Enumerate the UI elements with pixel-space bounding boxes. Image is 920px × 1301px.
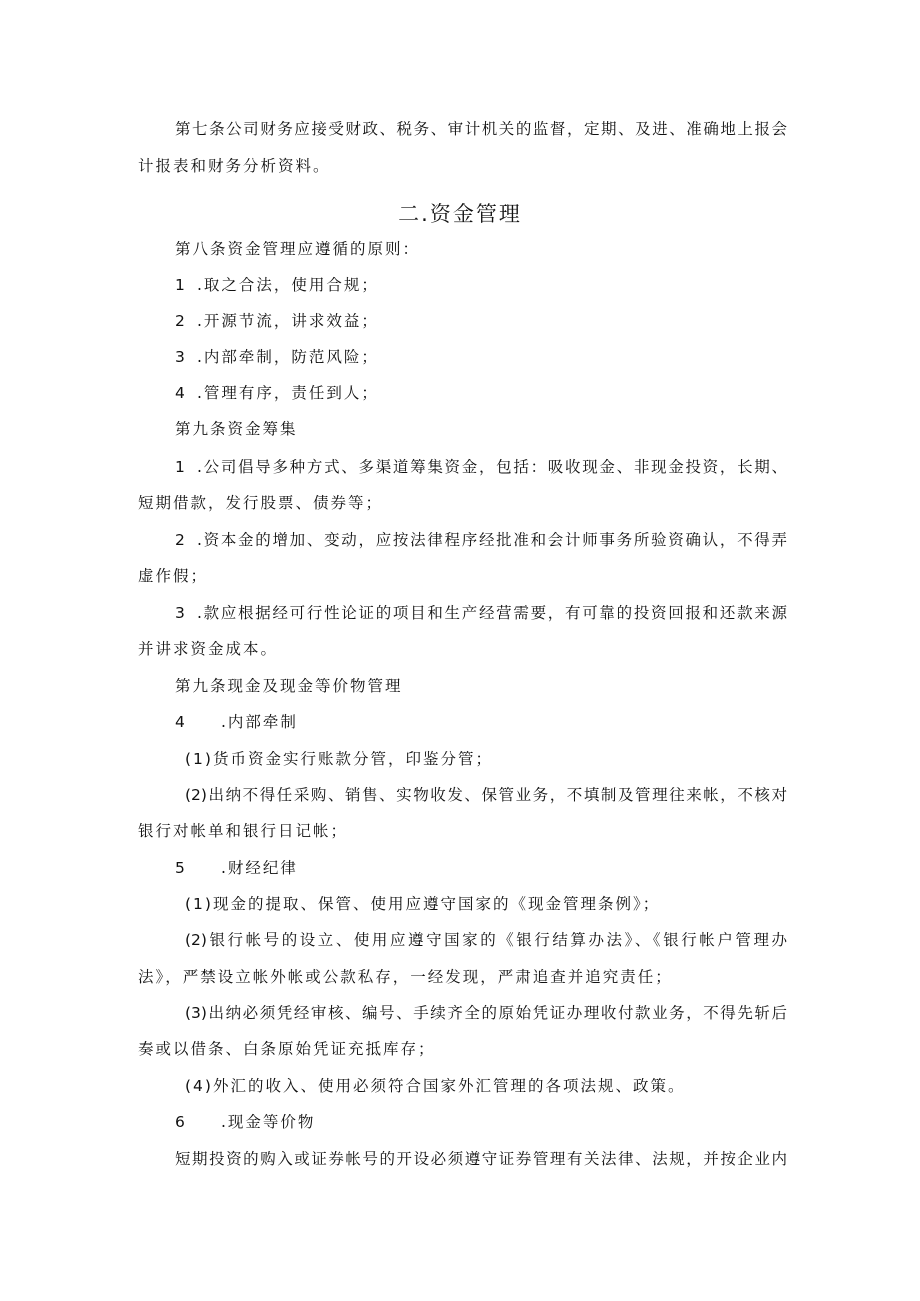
item-number: 3	[175, 604, 185, 622]
art7-line1: 第七条公司财务应接受财政、税务、审计机关的监督，定期、及进、准确地上报会	[175, 120, 787, 138]
item-mark: (1)	[185, 895, 213, 913]
item-text: .内部牵制，防范风险；	[197, 348, 379, 366]
art9b-sec5-item3-line2: 奏或以借条、白条原始凭证充抵库存；	[138, 1040, 436, 1058]
section-text: .内部牵制	[221, 713, 298, 731]
art9b-heading: 第九条现金及现金等价物管理	[175, 677, 403, 695]
art9b-sec6-line: 短期投资的购入或证券帐号的开设必须遵守证券管理有关法律、法规，并按企业内	[175, 1150, 787, 1168]
art9a-item3-line2: 并讲求资金成本。	[138, 640, 279, 658]
item-number: 1	[175, 458, 185, 476]
item-mark: (3)	[185, 1004, 207, 1022]
art9b-sec6	[175, 1111, 315, 1133]
art8-item-2	[175, 310, 379, 332]
art8-heading: 第八条资金管理应遵循的原则：	[175, 240, 421, 258]
section-text: .现金等价物	[221, 1113, 316, 1131]
art9b-sec5-item2-line1	[185, 929, 787, 951]
art7-line2: 计报表和财务分析资料。	[138, 157, 331, 175]
item-mark: (2)	[185, 931, 207, 949]
art9a-item3-line1	[175, 602, 787, 624]
section-number: 5	[175, 859, 187, 877]
art9a-item1-line1	[175, 456, 787, 478]
art9b-sec5-item1	[185, 893, 660, 915]
item-mark: (4)	[185, 1077, 213, 1095]
item-number: 2	[175, 531, 185, 549]
item-text: .款应根据经可行性论证的项目和生产经营需要，有可靠的投资回报和还款来源	[197, 604, 787, 622]
art9b-sec4-item2-line1	[185, 784, 787, 806]
art9b-sec5-item2-line2: 法》，严禁设立帐外帐或公款私存，一经发现，严肃追查并追究责任；	[138, 968, 673, 986]
art8-item-4	[175, 382, 379, 404]
item-number: 1	[175, 276, 187, 294]
item-number: 2	[175, 312, 187, 330]
section-text: .财经纪律	[221, 859, 298, 877]
art9b-sec4	[175, 711, 298, 733]
item-text: 货币资金实行账款分管，印鉴分管；	[212, 750, 493, 768]
item-mark: (2)	[185, 786, 207, 804]
art9b-sec4-item1	[185, 748, 493, 770]
art8-item-1	[175, 274, 379, 296]
item-text: .取之合法，使用合规；	[197, 276, 379, 294]
item-text: .开源节流，讲求效益；	[197, 312, 379, 330]
item-text: 出纳必须凭经审核、编号、手续齐全的原始凭证办理收付款业务，不得先斩后	[206, 1004, 787, 1022]
item-text: .资本金的增加、变动，应按法律程序经批准和会计师事务所验资确认，不得弄	[197, 531, 787, 549]
art9b-sec5-item4	[185, 1075, 685, 1097]
item-number: 4	[175, 384, 187, 402]
art9a-item1-line2: 短期借款，发行股票、债券等；	[138, 494, 384, 512]
item-text: 外汇的收入、使用必须符合国家外汇管理的各项法规、政策。	[212, 1077, 686, 1095]
art9a-heading: 第九条资金筹集	[175, 420, 298, 438]
art9b-sec5	[175, 857, 298, 879]
art8-item-3	[175, 346, 379, 368]
art9a-item2-line1	[175, 529, 787, 551]
item-text: .公司倡导多种方式、多渠道筹集资金，包括：吸收现金、非现金投资，长期、	[197, 458, 787, 476]
item-text: 银行帐号的设立、使用应遵守国家的《银行结算办法》、《银行帐户管理办	[206, 931, 787, 949]
item-mark: (1)	[185, 750, 213, 768]
item-number: 3	[175, 348, 187, 366]
art9b-sec4-item2-line2: 银行对帐单和银行日记帐；	[138, 822, 349, 840]
section-title: 二.资金管理	[398, 202, 522, 226]
section-number: 4	[175, 713, 187, 731]
item-text: .管理有序，责任到人；	[197, 384, 379, 402]
section-number: 6	[175, 1113, 187, 1131]
art9a-item2-line2: 虚作假；	[138, 567, 209, 585]
art9b-sec5-item3-line1	[185, 1002, 787, 1024]
item-text: 出纳不得任采购、销售、实物收发、保管业务，不填制及管理往来帐，不核对	[206, 786, 787, 804]
item-text: 现金的提取、保管、使用应遵守国家的《现金管理条例》；	[212, 895, 661, 913]
